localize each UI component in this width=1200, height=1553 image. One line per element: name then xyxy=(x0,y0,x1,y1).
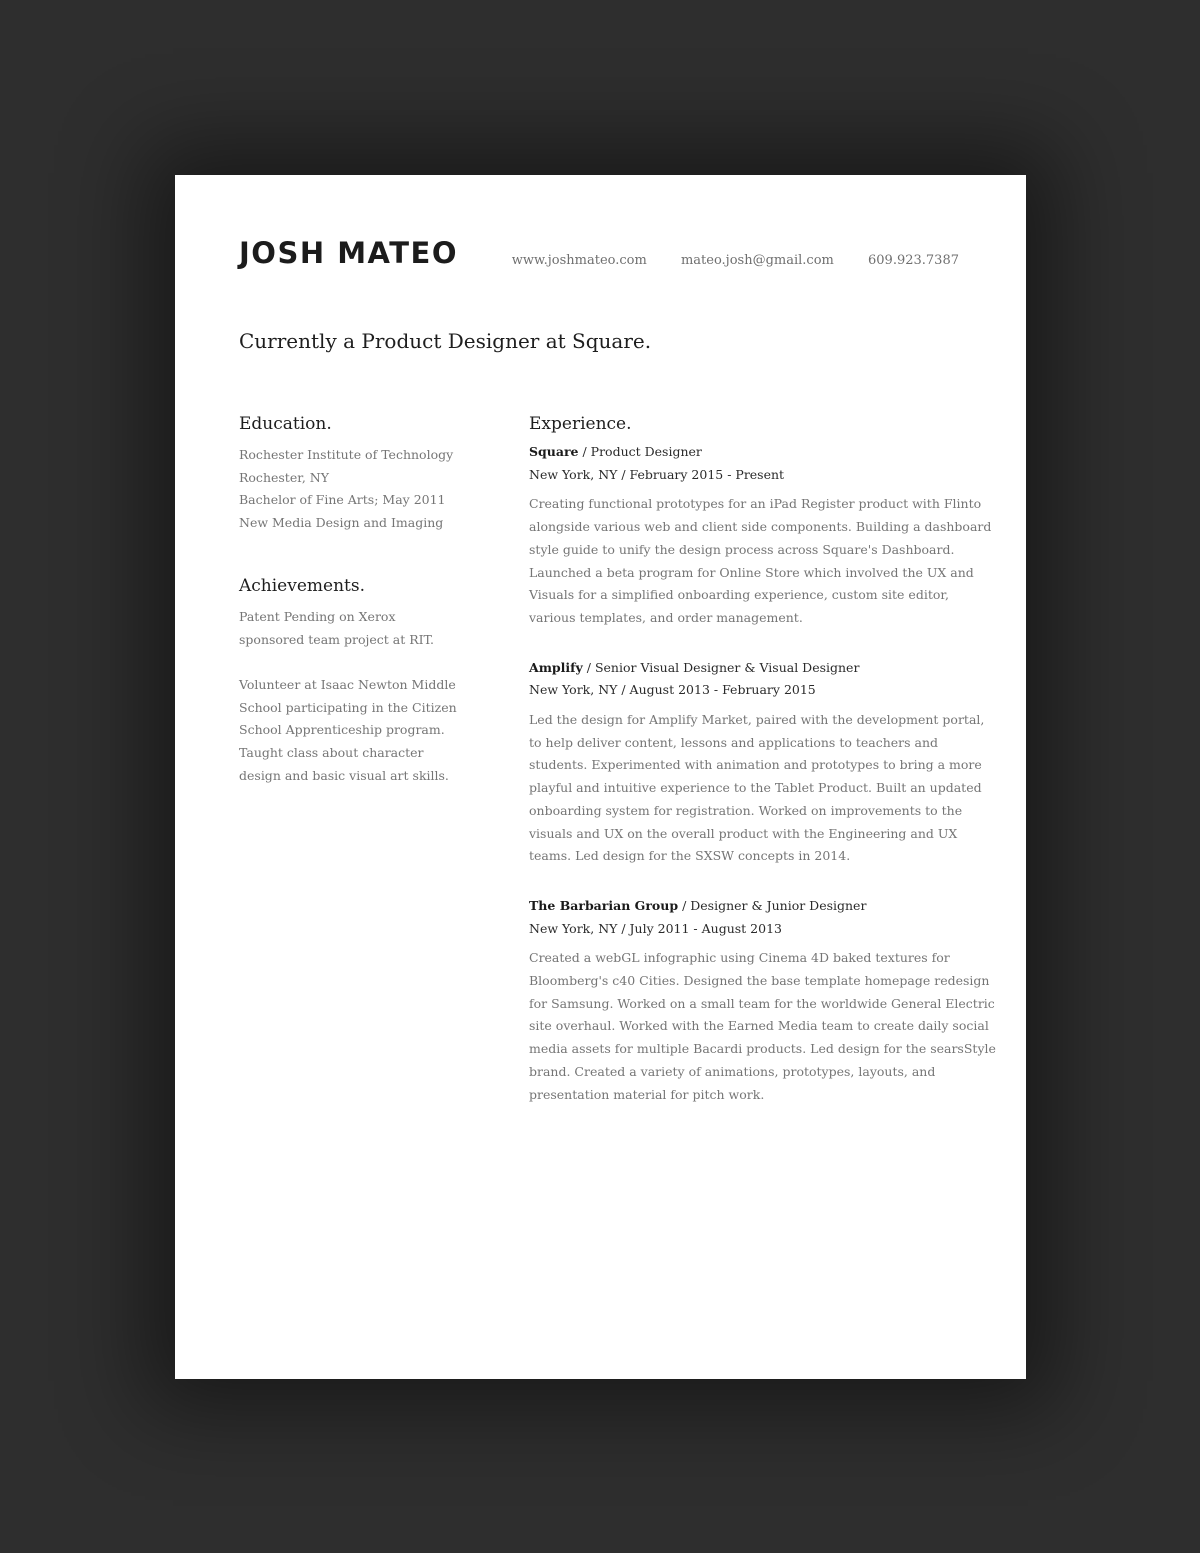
job-description-line: various templates, and order management. xyxy=(529,609,803,625)
achievement-line: Taught class about character xyxy=(239,745,424,761)
job-description-line: visuals and UX on the overall product with the Engineering and UX xyxy=(529,825,958,841)
education-major: New Media Design and Imaging xyxy=(239,515,444,531)
education-heading: Education. xyxy=(239,414,332,434)
job-description-line: playful and intuitive experience to the Tablet Product. Built an updated xyxy=(529,780,982,796)
job-description-line: alongside various web and client side components. Building a dashboard xyxy=(529,519,992,535)
job-company: Amplify xyxy=(529,659,583,675)
job-description-line: onboarding system for registration. Worked on improvements to the xyxy=(529,802,963,818)
tagline: Currently a Product Designer at Square. xyxy=(239,329,652,353)
achievement-item xyxy=(239,674,469,788)
education-school: Rochester Institute of Technology xyxy=(239,447,454,462)
job-description xyxy=(529,947,996,1106)
contact-info xyxy=(512,251,959,271)
job-description-line: Created a webGL infographic using Cinema 4D baked textures for xyxy=(529,950,950,966)
job-description-line: presentation material for pitch work. xyxy=(529,1086,765,1102)
job-entry-amplify xyxy=(529,657,985,868)
job-description-line: teams. Led design for the SXSW concepts in 2014. xyxy=(529,848,851,864)
job-role: / Product Designer xyxy=(578,444,702,459)
job-location-dates: New York, NY / February 2015 - Present xyxy=(529,466,785,482)
resume-name: JOSH MATEO xyxy=(239,236,458,270)
job-entry-square xyxy=(529,441,992,630)
job-description-line: media assets for multiple Bacardi products. Led design for the searsStyle xyxy=(529,1041,996,1057)
job-role: / Senior Visual Designer & Visual Designer xyxy=(582,659,860,675)
achievement-line: Volunteer at Isaac Newton Middle xyxy=(239,676,456,692)
right-column xyxy=(529,411,996,1106)
job-description-line: students. Experimented with animation and prototypes to bring a more xyxy=(529,757,982,773)
email-link[interactable]: mateo.josh@gmail.com xyxy=(680,253,834,268)
job-location-dates: New York, NY / August 2013 - February 2015 xyxy=(529,682,816,698)
job-company: Square xyxy=(529,444,579,459)
achievement-line: sponsored team project at RIT. xyxy=(239,631,435,647)
education-degree: Bachelor of Fine Arts; May 2011 xyxy=(239,492,446,508)
job-description xyxy=(529,709,985,868)
achievements-heading: Achievements. xyxy=(239,575,365,596)
job-role: / Designer & Junior Designer xyxy=(678,897,867,913)
job-description-line: style guide to unify the design process across Square's Dashboard. xyxy=(529,541,955,557)
phone-number: 609.923.7387 xyxy=(868,253,959,268)
website-link[interactable]: www.joshmateo.com xyxy=(511,253,647,268)
job-description-line: to help deliver content, lessons and applications to teachers and xyxy=(529,734,939,750)
achievement-line: design and basic visual art skills. xyxy=(239,767,449,783)
left-column xyxy=(239,411,469,787)
job-description-line: Visuals for a simplified onboarding experience, custom site editor, xyxy=(529,587,949,603)
job-title xyxy=(529,895,965,918)
job-description-line: Launched a beta program for Online Store which involved the UX and xyxy=(529,564,974,580)
achievements-list xyxy=(239,606,469,788)
job-location-dates: New York, NY / July 2011 - August 2013 xyxy=(529,920,782,936)
education-details xyxy=(239,444,469,535)
job-title xyxy=(529,657,965,680)
job-description-line: site overhaul. Worked with the Earned Media team to create daily social xyxy=(529,1018,989,1034)
achievement-line: School participating in the Citizen xyxy=(239,699,457,715)
job-description-line: brand. Created a variety of animations, prototypes, layouts, and xyxy=(529,1063,936,1079)
job-description-line: Creating functional prototypes for an iPad Register product with Flinto xyxy=(529,496,982,512)
education-location: Rochester, NY xyxy=(239,469,329,485)
job-description-line: Led the design for Amplify Market, paired with the development portal, xyxy=(529,712,985,728)
achievement-line: Patent Pending on Xerox xyxy=(239,608,396,624)
job-entry-barbarian-group xyxy=(529,895,996,1106)
achievement-item xyxy=(239,606,469,651)
job-description-line: for Samsung. Worked on a small team for the worldwide General Electric xyxy=(529,995,995,1011)
experience-heading: Experience. xyxy=(529,414,632,434)
job-description-line: Bloomberg's c40 Cities. Designed the base template homepage redesign xyxy=(529,973,990,989)
resume-page xyxy=(175,175,1026,1379)
job-company: The Barbarian Group xyxy=(529,897,679,913)
job-description xyxy=(529,493,992,629)
achievement-line: School Apprenticeship program. xyxy=(239,722,445,738)
job-title xyxy=(529,441,965,464)
